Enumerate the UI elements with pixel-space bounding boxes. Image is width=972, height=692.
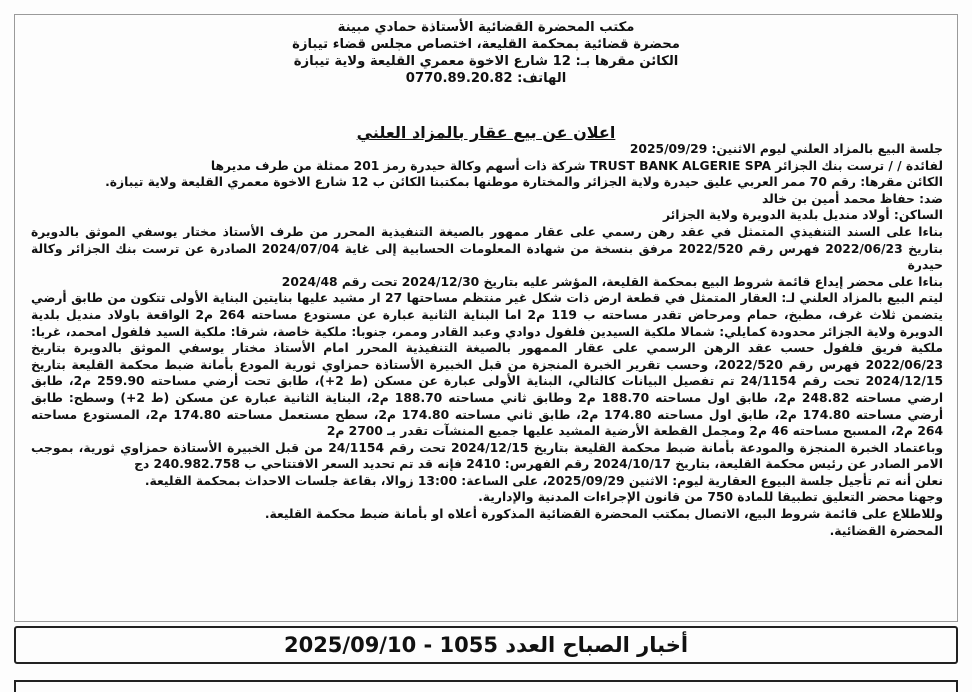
postponement-line: نعلن أنه تم تأجيل جلسة البيوع العقارية ليوم: الاثنين 2025/09/29، على الساعة: 13:00 زوالا، بقاعة جلسات الاحداث بمحكمة القليعة. — [144, 473, 943, 488]
contact-line: وللاطلاع على قائمة شروط البيع، الاتصال بمكتب المحضرة القضائية المذكورة أعلاه او بأمانة ضبط محكمة القليعة. — [264, 507, 943, 522]
header-line-2: محضرة قضائية بمحكمة القليعة، اختصاص مجلس قضاء تيبازة — [292, 37, 680, 52]
expertise-price-paragraph: وباعتماد الخبرة المنجزة والمودعة بأمانة ضبط محكمة القليعة بتاريخ 2024/12/15 تحت رقم 24/1154 من قبل الخبيرة الأستاذة حمزاوي ثورية، بموجب الامر الصادر عن رئيس محكمة القليعة، بتاريخ 2024/10/17 رقم الفهرس: 2410 فإنه قد تم تحديد السعر الافتتاحي ب 240.982.758 دج — [31, 440, 943, 472]
conditions-filing-line: بناءا على محضر إيداع قائمة شروط البيع بمحكمة القليعة، المؤشر عليه بتاريخ 2024/12/30 تحت رقم 2024/48 — [281, 274, 943, 289]
notice-body — [31, 141, 943, 539]
posting-line: وجهنا محضر التعليق تطبيقا للمادة 750 من قانون الإجراءات المدنية والإدارية. — [478, 490, 943, 505]
defendant-line: ضد: حفاظ محمد أمين بن خالد — [761, 191, 943, 206]
beneficiary-line: لفائدة / / ترست بنك الجزائر TRUST BANK ALGERIE SPA شركة ذات أسهم وكالة حيدرة رمز 201 ممثلة من طرف مديرها — [210, 158, 943, 173]
header-phone: الهاتف: 0770.89.20.82 — [405, 71, 567, 86]
enforcement-deed-paragraph: بناءا على السند التنفيذي المتمثل في عقد رهن رسمي على عقار ممهور بالصيغة التنفيذية المحرر من طرف الأستاذ مختار يوسفي الموثق بالدويرة بتاريخ 2022/06/23 فهرس رقم 2022/520 مرفق بنسخة من شهادة المعلومات الحسابية إلى غاية 2024/07/04 الصادرة عن ترست بنك الجزائر وكالة حيدرة — [31, 224, 943, 273]
next-article-border — [14, 680, 958, 692]
auction-notice — [14, 14, 958, 622]
defendant-address-line: الساكن: أولاد منديل بلدية الدويرة ولاية الجزائر — [662, 208, 943, 223]
signature: المحضرة القضائية. — [829, 523, 943, 538]
session-date-line: جلسة البيع بالمزاد العلني ليوم الاثنين: 2025/09/29 — [629, 142, 943, 156]
header-line-3: الكائن مقرها بـ: 12 شارع الاخوة معمري القليعة ولاية تيبازة — [293, 54, 679, 69]
notice-title: اعلان عن بيع عقار بالمزاد العلني — [356, 123, 616, 142]
office-header — [15, 19, 957, 87]
beneficiary-address-line: الكائن مقرها: رقم 70 ممر العربي عليق حيدرة ولاية الجزائر والمختارة موطنها بمكتبنا الكائن ب 12 شارع الاخوة معمري القليعة ولاية تيبازة. — [105, 175, 943, 190]
property-description-paragraph: ليتم البيع بالمزاد العلني لـ: العقار المتمثل في قطعة ارض ذات شكل غير منتظم مساحتها 27 ار مشيد عليها بنايتين البناية الأولى تتكون من طابق أرضي يتضمن ثلاث غرف، مطبخ، حمام ومرحاض تقدر مساحته ب 119 م2 اما البناية الثانية عبارة عن مستودع مساحته 264 م2 الواقعة باولاد منديل بلدية الدويرة ولاية الجزائر محدودة كمايلي: شمالا ملكية السيدين فلفول دوادي وعبد القادر وممر، جنوبا: ملكية خاصة، شرقا: ملكية السيد فلفول امحمد، غربا: ملكية فريق فلفول حسب عقد الرهن الرسمي على عقار الممهور بالصيغة التنفيذية المحرر امام الأستاذ مختار يوسفي الموثق بالدويرة بتاريخ 2022/06/23 فهرس رقم 2022/520، وحسب تقرير الخبرة المنجزة من قبل الخبيرة الأستاذة حمزاوي ثورية المودع بأمانة ضبط محكمة القليعة بتاريخ 2024/12/15 تحت رقم 24/1154 تم تفصيل البيانات كالتالي، البناية الأولى عبارة عن مسكن (ط 2+)، طابق تحت أرضي مساحته 259.90 م2، طابق ارضي مساحته 248.82 م2، طابق اول مساحته 188.70 م2 وطابق ثاني مساحته 188.70 م2، البناية الثانية عبارة عن مسكن (ط 2+) وسطح: طابق أرضي مساحته 174.80 م2، طابق اول مساحته 174.80 م2، طابق ثاني مساحته 174.80 م2، سطح مستعمل مساحته 174.80 م2، المستودع مساحته 264 م2، المسبح مساحته 46 م2 ومجمل القطعة الأرضية المشيد عليها جميع المنشآت تقدر بـ 2700 م2 — [31, 291, 944, 439]
issue-footer: أخبار الصباح العدد 1055 - 2025/09/10 — [14, 626, 958, 664]
header-line-1: مكتب المحضرة القضائية الأستاذة حمادي مبينة — [337, 20, 635, 35]
